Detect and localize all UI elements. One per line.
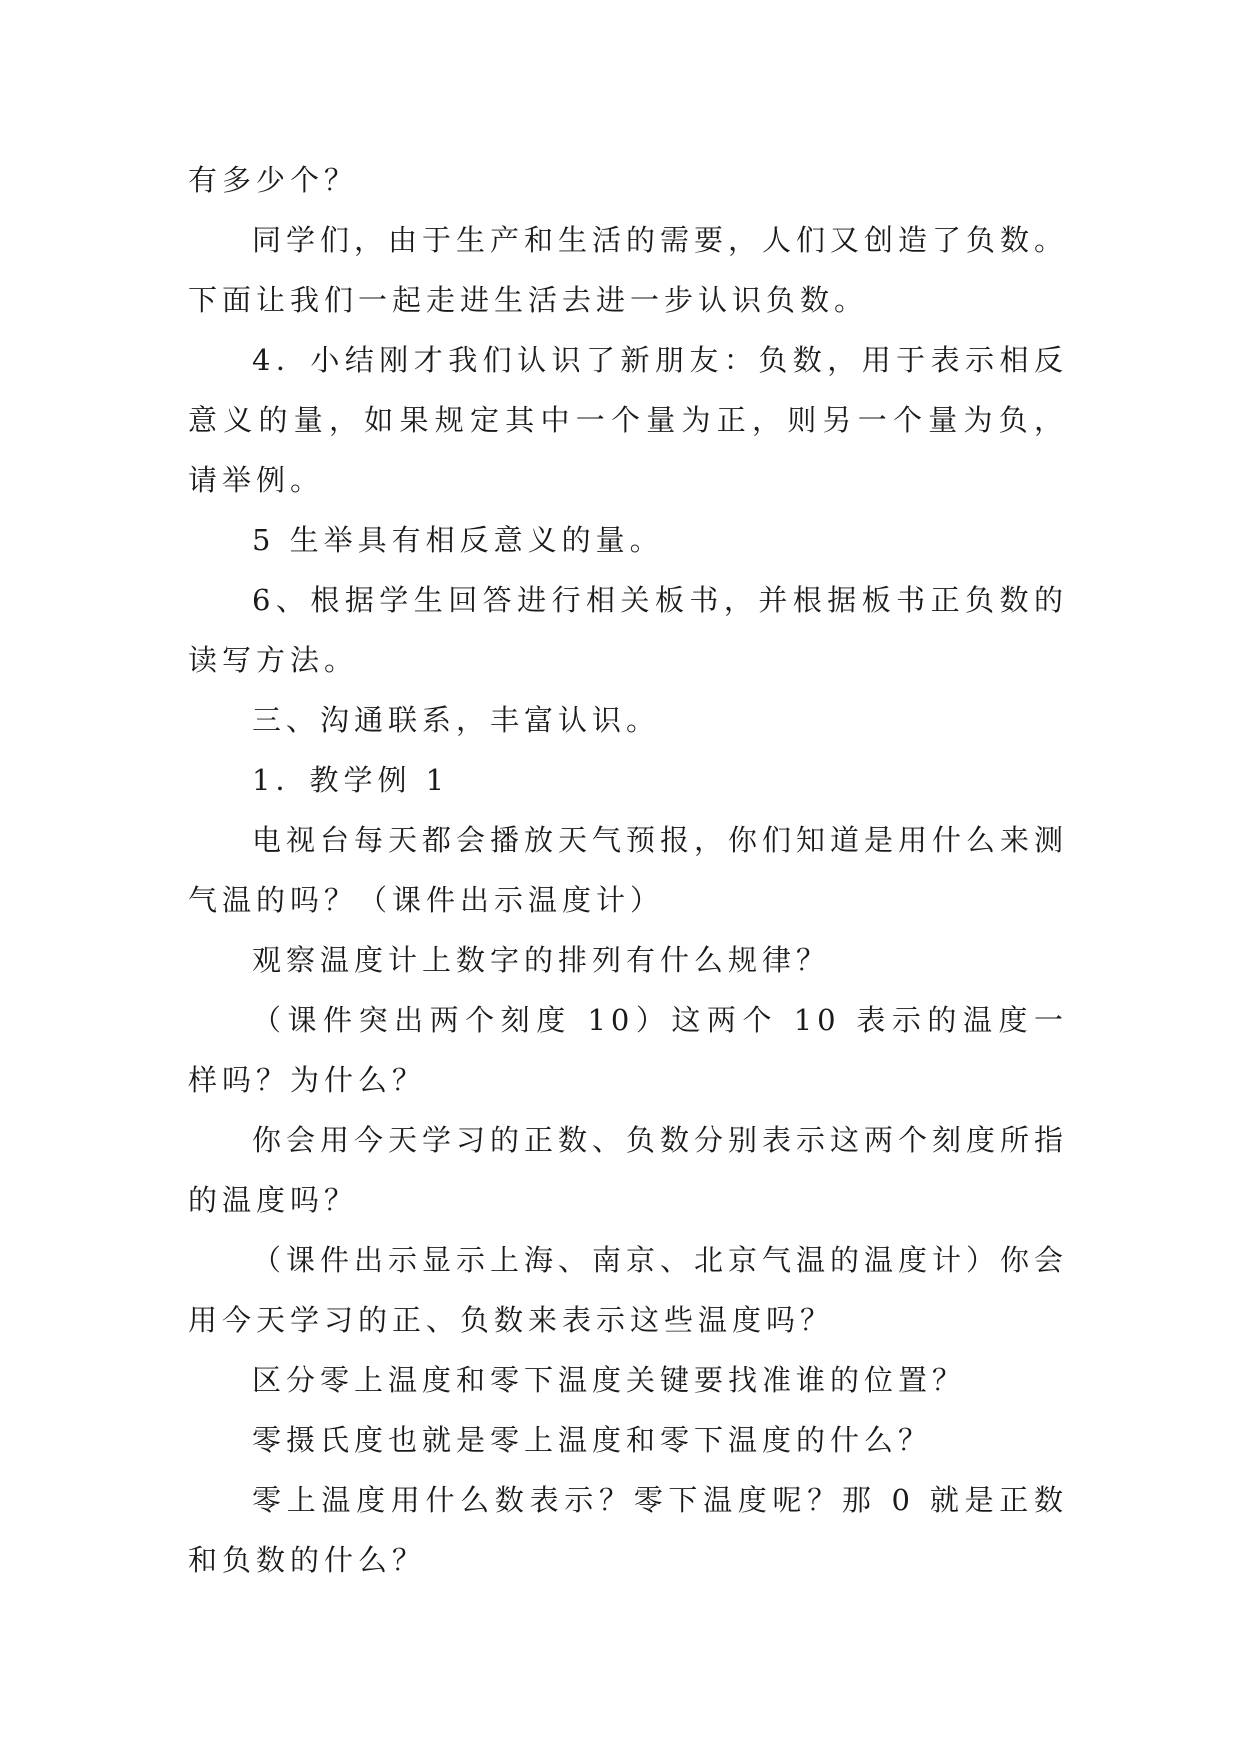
- paragraph-10: （课件突出两个刻度 10）这两个 10 表示的温度一样吗？为什么？: [188, 1003, 1068, 1097]
- section-heading-3: 三、沟通联系，丰富认识。: [252, 703, 661, 737]
- paragraph-13: 区分零上温度和零下温度关键要找准谁的位置？: [252, 1363, 967, 1397]
- paragraph-1: 有多少个？: [188, 163, 359, 197]
- paragraph-12: （课件出示显示上海、南京、北京气温的温度计）你会用今天学习的正、负数来表示这些温度吗？: [188, 1243, 1069, 1337]
- paragraph-3: 4．小结刚才我们认识了新朋友：负数，用于表示相反意义的量，如果规定其中一个量为正，则另一个量为负，请举例。: [188, 343, 1068, 497]
- document-body: [188, 150, 1068, 1590]
- paragraph-8: 电视台每天都会播放天气预报，你们知道是用什么来测气温的吗？（课件出示温度计）: [188, 823, 1069, 917]
- paragraph-14: 零摄氏度也就是零上温度和零下温度的什么？: [252, 1423, 933, 1457]
- paragraph-9: 观察温度计上数字的排列有什么规律？: [252, 943, 831, 977]
- paragraph-11: 你会用今天学习的正数、负数分别表示这两个刻度所指的温度吗？: [188, 1123, 1069, 1217]
- paragraph-5: 6、根据学生回答进行相关板书，并根据板书正负数的读写方法。: [188, 583, 1068, 677]
- paragraph-2: 同学们，由于生产和生活的需要，人们又创造了负数。下面让我们一起走进生活去进一步认识负数。: [188, 223, 1069, 317]
- paragraph-4: 5 生举具有相反意义的量。: [252, 523, 664, 557]
- paragraph-15: 零上温度用什么数表示？零下温度呢？那 0 就是正数和负数的什么？: [188, 1483, 1068, 1577]
- example-heading-1: 1．教学例 1: [252, 763, 450, 797]
